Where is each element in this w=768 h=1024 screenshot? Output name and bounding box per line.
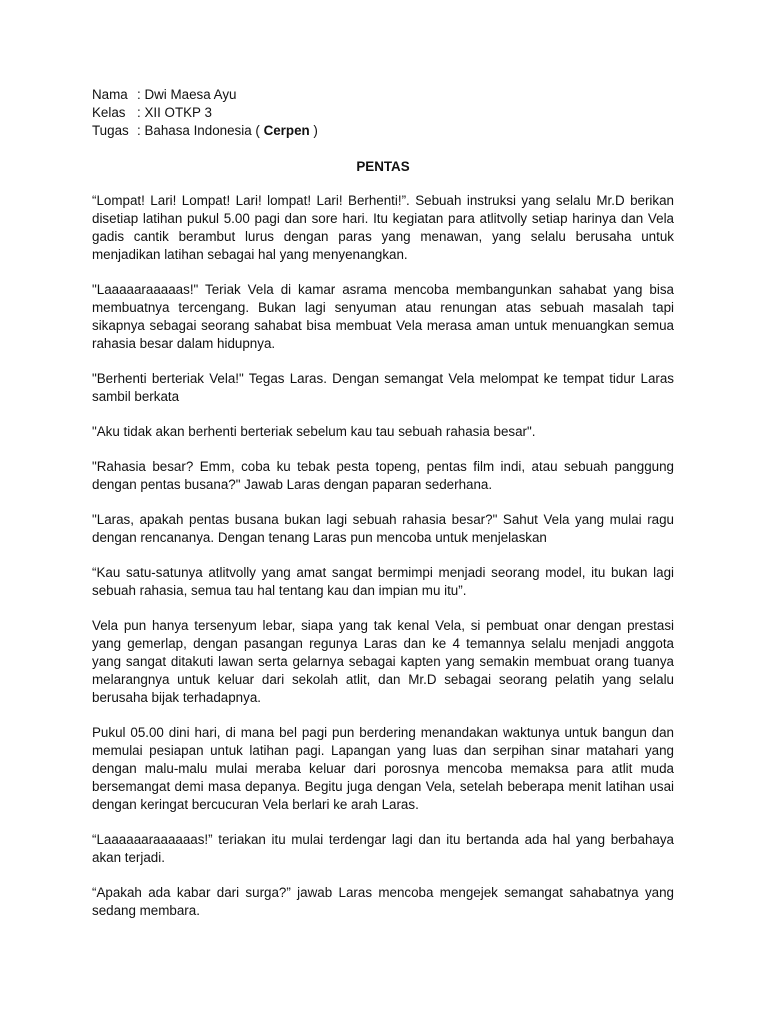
paragraph: “Apakah ada kabar dari surga?” jawab Laras mencoba mengejek semangat sahabatnya yang sedang membara. — [92, 885, 674, 918]
header-tugas-row — [92, 122, 674, 140]
tugas-value — [137, 122, 318, 140]
paragraph: "Rahasia besar? Emm, coba ku tebak pesta topeng, pentas film indi, atau sebuah panggung dengan pentas busana?" Jawab Laras dengan paparan sederhana. — [92, 459, 674, 492]
nama-value: : Dwi Maesa Ayu — [137, 87, 237, 102]
tugas-value-prefix: : Bahasa Indonesia ( — [137, 123, 264, 138]
paragraph: “Kau satu-satunya atlitvolly yang amat sangat bermimpi menjadi seorang model, itu bukan lagi sebuah rahasia, semua tau hal tentang kau dan impian mu itu”. — [92, 565, 674, 598]
paragraph: "Berhenti berteriak Vela!" Tegas Laras. Dengan semangat Vela melompat ke tempat tidur Laras sambil berkata — [92, 371, 674, 404]
kelas-label: Kelas — [92, 105, 126, 120]
header-kelas-row — [92, 104, 674, 122]
paragraph: Vela pun hanya tersenyum lebar, siapa yang tak kenal Vela, si pembuat onar dengan prestasi yang gemerlap, dengan pasangan regunya Laras dan ke 4 temannya selalu menjadi anggota yang sangat ditakuti lawan serta gelarnya sebagai kapten yang semakin membuat orang tuanya melarangnya untuk keluar dari sekolah atlit, dan Mr.D sebagai seorang pelatih yang selalu berusaha bijak terhadapnya. — [92, 618, 674, 705]
story-title: PENTAS — [356, 159, 410, 174]
paragraph: Pukul 05.00 dini hari, di mana bel pagi pun berdering menandakan waktunya untuk bangun dan memulai pesiapan untuk latihan pagi. Lapangan yang luas dan serpihan sinar matahari yang dengan malu-malu mulai meraba keluar dari porosnya mencoba memaksa para atlit muda bersemangat demi masa depanya. Begitu juga dengan Vela, setelah beberapa menit latihan usai dengan keringat bercucuran Vela berlari ke arah Laras. — [92, 725, 674, 812]
paragraph: "Aku tidak akan berhenti berteriak sebelum kau tau sebuah rahasia besar". — [92, 424, 536, 439]
tugas-label: Tugas — [92, 123, 129, 138]
kelas-value: : XII OTKP 3 — [137, 105, 212, 120]
paragraph: “Laaaaaaraaaaaas!” teriakan itu mulai terdengar lagi dan itu bertanda ada hal yang berbahaya akan terjadi. — [92, 832, 674, 865]
paragraph: "Laras, apakah pentas busana bukan lagi sebuah rahasia besar?" Sahut Vela yang mulai ragu dengan rencananya. Dengan tenang Laras pun mencoba untuk menjelaskan — [92, 512, 674, 545]
document-page — [92, 86, 674, 937]
nama-label: Nama — [92, 87, 128, 102]
paragraph: "Laaaaaraaaaas!" Teriak Vela di kamar asrama mencoba membangunkan sahabat yang bisa membuatnya tercengang. Bukan lagi senyuman atau renungan atas sebuah masalah tapi sikapnya sebagai seorang sahabat bisa membuat Vela merasa aman untuk menuangkan semua rahasia besar dalam hidupnya. — [92, 282, 674, 351]
tugas-value-bold: Cerpen — [263, 123, 310, 138]
header-nama-row — [92, 86, 674, 104]
paragraph: “Lompat! Lari! Lompat! Lari! lompat! Lari! Berhenti!”. Sebuah instruksi yang selalu Mr.D berikan disetiap latihan pukul 5.00 pagi dan sore hari. Itu kegiatan para atlitvolly setiap harinya dan Vela gadis cantik berambut lurus dengan paras yang menawan, yang selalu berusaha untuk menjadikan latihan sebagai hal yang menyenangkan. — [92, 193, 674, 262]
tugas-value-suffix: ) — [309, 123, 318, 138]
